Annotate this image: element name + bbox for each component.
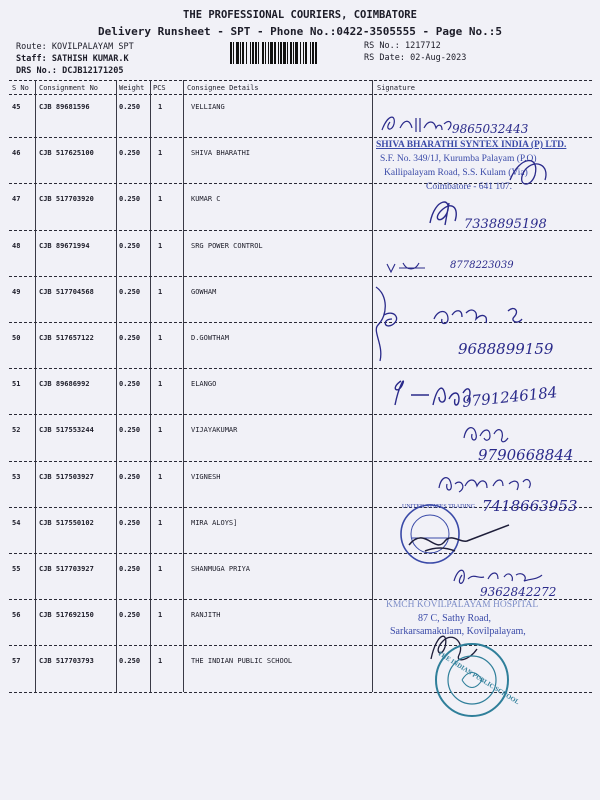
cell-weight: 0.250	[119, 241, 141, 250]
cell-consignee: RANJITH	[191, 611, 221, 620]
signature-52-phone: 9790668844	[478, 446, 574, 464]
barcode-bar	[252, 42, 254, 64]
column-divider	[150, 80, 151, 692]
staff-field	[16, 53, 129, 65]
barcode-bar	[233, 42, 234, 64]
barcode-bar	[300, 42, 301, 64]
cell-cons: CJB 517692150	[39, 611, 94, 620]
stamp-46-line4: Coimbatore - 641 107.	[426, 182, 513, 192]
cell-pcs: 1	[158, 611, 163, 620]
signature-50-phone: 9688899159	[458, 340, 554, 358]
barcode-bar	[242, 42, 244, 64]
cell-weight: 0.250	[119, 565, 141, 573]
barcode-bar	[295, 42, 298, 64]
cell-cons: CJB 517703793	[39, 657, 94, 666]
route-label: Route:	[16, 42, 47, 52]
signature-48-icon	[385, 260, 440, 274]
rs-date-value: 02-Aug-2023	[410, 53, 467, 63]
cell-sno: 51	[12, 380, 21, 389]
cell-cons: CJB 517503927	[39, 472, 94, 481]
row-divider	[9, 276, 592, 277]
stamp-56-line2: 87 C, Sathy Road,	[418, 613, 492, 624]
barcode-bar	[280, 42, 282, 64]
barcode-bar	[236, 42, 239, 64]
signature-52-icon	[460, 420, 510, 444]
runsheet-subtitle: Delivery Runsheet - SPT - Phone No.:0422-3505555 - Page No.:5	[98, 25, 502, 38]
rs-date-field	[364, 52, 466, 64]
staff-value: SATHISH KUMAR.K	[51, 54, 129, 64]
cell-consignee: ELANGO	[191, 380, 217, 389]
col-header-signature: Signature	[377, 84, 415, 92]
cell-weight: 0.250	[119, 611, 141, 620]
cell-pcs: 1	[158, 380, 163, 389]
cell-weight: 0.250	[119, 380, 141, 389]
cell-pcs: 1	[158, 103, 163, 111]
cell-pcs: 1	[158, 195, 163, 204]
col-header-consignment: Consignment No	[39, 84, 99, 92]
column-divider	[35, 80, 36, 692]
barcode-bar	[310, 42, 311, 64]
barcode-bar	[246, 42, 247, 64]
table-top-rule	[9, 80, 592, 81]
signature-45-phone: 9865032443	[452, 122, 529, 136]
col-header-sno: S No	[12, 84, 29, 92]
cell-weight: 0.250	[119, 149, 141, 158]
signature-48-phone: 8778223039	[450, 260, 514, 271]
cell-cons: CJB 517657122	[39, 334, 94, 342]
cell-sno: 48	[12, 241, 21, 250]
signature-47-icon	[425, 195, 465, 231]
cell-consignee: SHANMUGA PRIYA	[191, 565, 251, 573]
cell-pcs: 1	[158, 426, 163, 435]
cell-cons: CJB 517625100	[39, 149, 94, 158]
rs-no-value: 1217712	[404, 41, 441, 51]
cell-cons: CJB 89671994	[39, 241, 90, 250]
cell-weight: 0.250	[119, 287, 141, 296]
barcode-bar	[270, 42, 273, 64]
rs-no-label: RS No.:	[364, 41, 400, 51]
round-stamp-54-text: UNITED STATES TRADING	[402, 504, 476, 510]
cell-consignee: MIRA ALOYS]	[191, 518, 238, 527]
cell-weight: 0.250	[119, 334, 141, 342]
cell-weight: 0.250	[119, 657, 141, 666]
route-value: KOVILPALAYAM SPT	[51, 42, 134, 52]
barcode-bar	[240, 42, 241, 64]
signature-51-phone: 9791246184	[461, 383, 559, 411]
cell-sno: 47	[12, 195, 21, 204]
cell-weight: 0.250	[119, 472, 141, 481]
col-header-consignee: Consignee Details	[187, 84, 259, 92]
signature-53-phone: 7418663953	[482, 497, 578, 515]
cell-pcs: 1	[158, 241, 163, 250]
cell-pcs: 1	[158, 657, 163, 666]
column-divider	[183, 80, 184, 692]
cell-consignee: THE INDIAN PUBLIC SCHOOL	[191, 657, 293, 666]
signature-55-phone: 9362842272	[480, 585, 557, 599]
cell-pcs: 1	[158, 287, 163, 296]
cell-pcs: 1	[158, 518, 163, 527]
barcode-bar	[255, 42, 257, 64]
barcode-bar	[250, 42, 251, 64]
rs-date-label: RS Date:	[364, 53, 405, 63]
barcode-bar	[265, 42, 266, 64]
cell-consignee: SRG POWER CONTROL	[191, 241, 263, 250]
signature-53-icon	[435, 470, 545, 494]
row-divider	[9, 414, 592, 415]
barcode-bar	[305, 42, 307, 64]
route-field	[16, 41, 134, 53]
barcode-bar	[268, 42, 269, 64]
cell-pcs: 1	[158, 149, 163, 158]
cell-consignee: SHIVA BHARATHI	[191, 149, 251, 158]
col-header-pcs: PCS	[153, 84, 166, 92]
round-stamp-57-text: THE INDIAN PUBLIC SCHOOL	[436, 650, 521, 707]
drs-value: DCJB12171205	[62, 66, 124, 76]
column-divider	[372, 80, 373, 692]
stamp-46-line2: S.F. No. 349/1J, Kurumba Palayam (P.O)	[380, 154, 537, 164]
signature-47-phone: 7338895198	[464, 217, 547, 232]
cell-cons: CJB 517550102	[39, 518, 94, 527]
barcode-bar	[312, 42, 314, 64]
cell-cons: CJB 89681596	[39, 103, 90, 111]
cell-consignee: VIJAYAKUMAR	[191, 426, 238, 435]
barcode-bar	[315, 42, 317, 64]
cell-consignee: D.GOWTHAM	[191, 334, 229, 342]
signature-54-icon	[405, 515, 515, 560]
barcode-bar	[303, 42, 304, 64]
cell-sno: 57	[12, 657, 21, 666]
cell-sno: 56	[12, 611, 21, 620]
cell-cons: CJB 517703920	[39, 195, 94, 204]
cell-pcs: 1	[158, 565, 163, 573]
cell-pcs: 1	[158, 472, 163, 481]
cell-consignee: KUMAR C	[191, 195, 221, 204]
cell-weight: 0.250	[119, 426, 141, 435]
barcode-bar	[274, 42, 276, 64]
cell-sno: 55	[12, 565, 21, 573]
signature-55-icon	[450, 565, 550, 587]
barcode-bar	[283, 42, 286, 64]
stamp-46-line1: SHIVA BHARATHI SYNTEX INDIA (P) LTD.	[376, 140, 567, 150]
barcode-bar	[278, 42, 279, 64]
cell-sno: 46	[12, 149, 21, 158]
cell-consignee: GOWHAM	[191, 287, 217, 296]
barcode-bar	[290, 42, 292, 64]
drs-label: DRS No.:	[16, 66, 57, 76]
barcode-bar	[230, 42, 232, 64]
barcode-bar	[258, 42, 259, 64]
column-divider	[116, 80, 117, 692]
cell-consignee: VELLIANG	[191, 103, 225, 111]
cell-sno: 49	[12, 287, 21, 296]
cell-cons: CJB 517704568	[39, 287, 94, 296]
stamp-56-line3: Sarkarsamakulam, Kovilpalayam,	[390, 626, 526, 637]
barcode	[230, 42, 358, 64]
stamp-56-line1: KMCH KOVILPALAYAM HOSPITAL	[386, 600, 539, 610]
signature-46-icon	[500, 150, 560, 195]
col-header-weight: Weight	[119, 84, 145, 92]
cell-sno: 54	[12, 518, 21, 527]
barcode-bar	[262, 42, 264, 64]
table-header-rule	[9, 94, 592, 95]
rs-no-field	[364, 40, 441, 52]
cell-weight: 0.250	[119, 518, 141, 527]
cell-sno: 52	[12, 426, 21, 435]
row-divider	[9, 368, 592, 369]
cell-cons: CJB 517703927	[39, 565, 94, 573]
cell-sno: 50	[12, 334, 21, 342]
stamp-46-line3: Kallipalayam Road, S.S. Kulam (Via)	[384, 168, 528, 178]
cell-pcs: 1	[158, 334, 163, 342]
drs-field	[16, 65, 124, 77]
cell-cons: CJB 89686992	[39, 380, 90, 389]
staff-label: Staff:	[16, 54, 47, 64]
barcode-bar	[287, 42, 288, 64]
cell-consignee: VIGNESH	[191, 472, 221, 481]
cell-weight: 0.250	[119, 195, 141, 204]
cell-sno: 45	[12, 103, 21, 111]
cell-cons: CJB 517553244	[39, 426, 94, 435]
cell-sno: 53	[12, 472, 21, 481]
cell-weight: 0.250	[119, 103, 141, 111]
company-title: THE PROFESSIONAL COURIERS, COIMBATORE	[183, 9, 417, 21]
barcode-bar	[293, 42, 294, 64]
